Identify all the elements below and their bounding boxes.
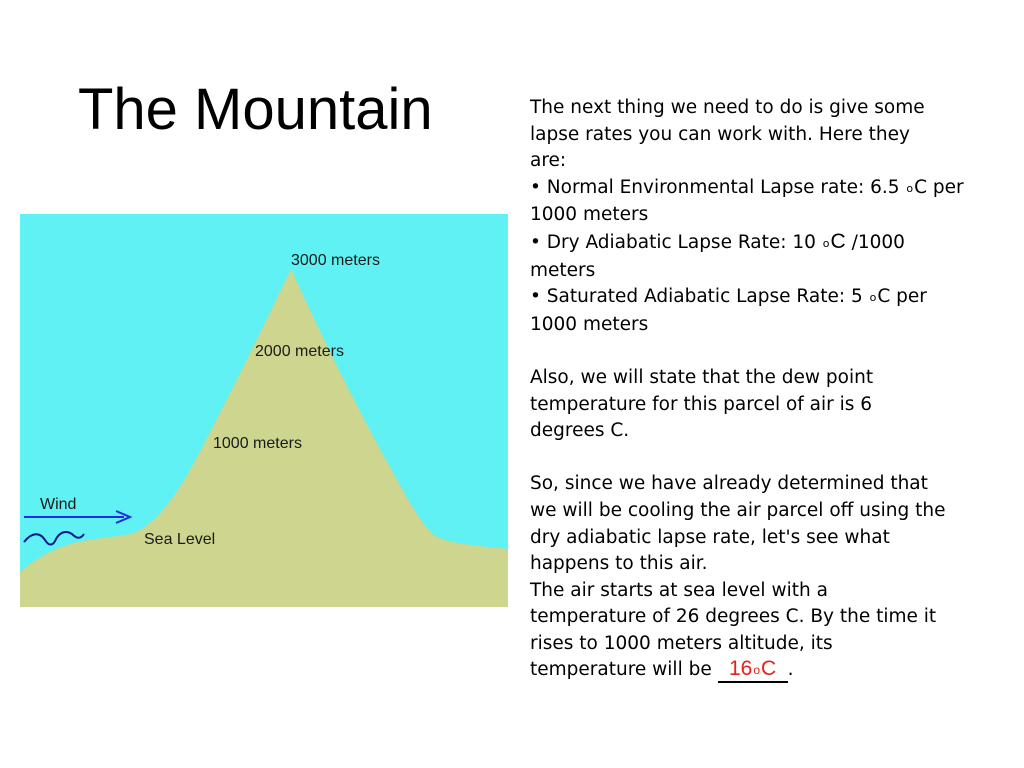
bullet-normal-lapse-rate — [530, 175, 1018, 203]
degree-symbol: o — [869, 291, 877, 305]
mountain-diagram — [20, 214, 508, 607]
label-2000-meters: 2000 meters — [255, 343, 344, 360]
bullet-normal-text: • Normal Environmental Lapse rate: 6.5 — [530, 176, 906, 198]
air-line-4 — [530, 657, 1018, 684]
bullet-dry-lapse-rate — [530, 229, 1018, 258]
bullet-saturated-text: • Saturated Adiabatic Lapse Rate: 5 — [530, 286, 869, 308]
cooling-line-3: dry adiabatic lapse rate, let's see what — [530, 526, 890, 548]
air-line-1: The air starts at sea level with a — [530, 579, 828, 601]
cooling-line-1: So, since we have already determined that — [530, 473, 928, 495]
dew-point-line-3: degrees C. — [530, 420, 630, 442]
bullet-dry-suffix: /1000 — [845, 231, 905, 253]
bullet-dry-unit: C — [830, 229, 846, 253]
dew-point-line-1: Also, we will state that the dew point — [530, 366, 874, 388]
answer-unit: C — [761, 657, 777, 681]
paragraph-gap — [530, 445, 1018, 472]
label-sea-level: Sea Level — [144, 531, 216, 548]
cooling-line-4: happens to this air. — [530, 553, 708, 575]
intro-line-3: are: — [530, 150, 567, 172]
body-text — [530, 95, 1018, 684]
intro-line-2: lapse rates you can work with. Here they — [530, 123, 910, 145]
bullet-dry-line-2: meters — [530, 259, 596, 281]
intro-line-1: The next thing we need to do is give some — [530, 97, 925, 118]
answer-degree-symbol: o — [753, 663, 761, 678]
bullet-saturated-unit: C per — [877, 286, 927, 308]
cooling-line-2: we will be cooling the air parcel off using the — [530, 499, 946, 521]
paragraph-gap — [530, 338, 1018, 365]
label-3000-meters: 3000 meters — [291, 252, 380, 269]
mountain-svg — [20, 214, 508, 607]
label-wind: Wind — [40, 496, 77, 513]
bullet-saturated-lapse-rate — [530, 284, 1018, 312]
bullet-normal-unit: C per — [914, 176, 964, 198]
degree-symbol: o — [822, 236, 830, 250]
label-1000-meters: 1000 meters — [213, 435, 302, 452]
answer-blank — [718, 658, 788, 683]
air-line-4-text: temperature will be — [530, 659, 718, 681]
bullet-dry-text: • Dry Adiabatic Lapse Rate: 10 — [530, 231, 822, 253]
bullet-saturated-line-2: 1000 meters — [530, 313, 649, 335]
slide-title: The Mountain — [78, 77, 433, 142]
air-line-2: temperature of 26 degrees C. By the time it — [530, 606, 937, 628]
dew-point-line-2: temperature for this parcel of air is 6 — [530, 393, 873, 415]
air-line-3: rises to 1000 meters altitude, its — [530, 632, 833, 654]
bullet-normal-line-2: 1000 meters — [530, 204, 649, 226]
degree-symbol: o — [906, 181, 914, 195]
air-line-4-period: . — [787, 659, 794, 681]
answer-value: 16 — [729, 657, 753, 681]
